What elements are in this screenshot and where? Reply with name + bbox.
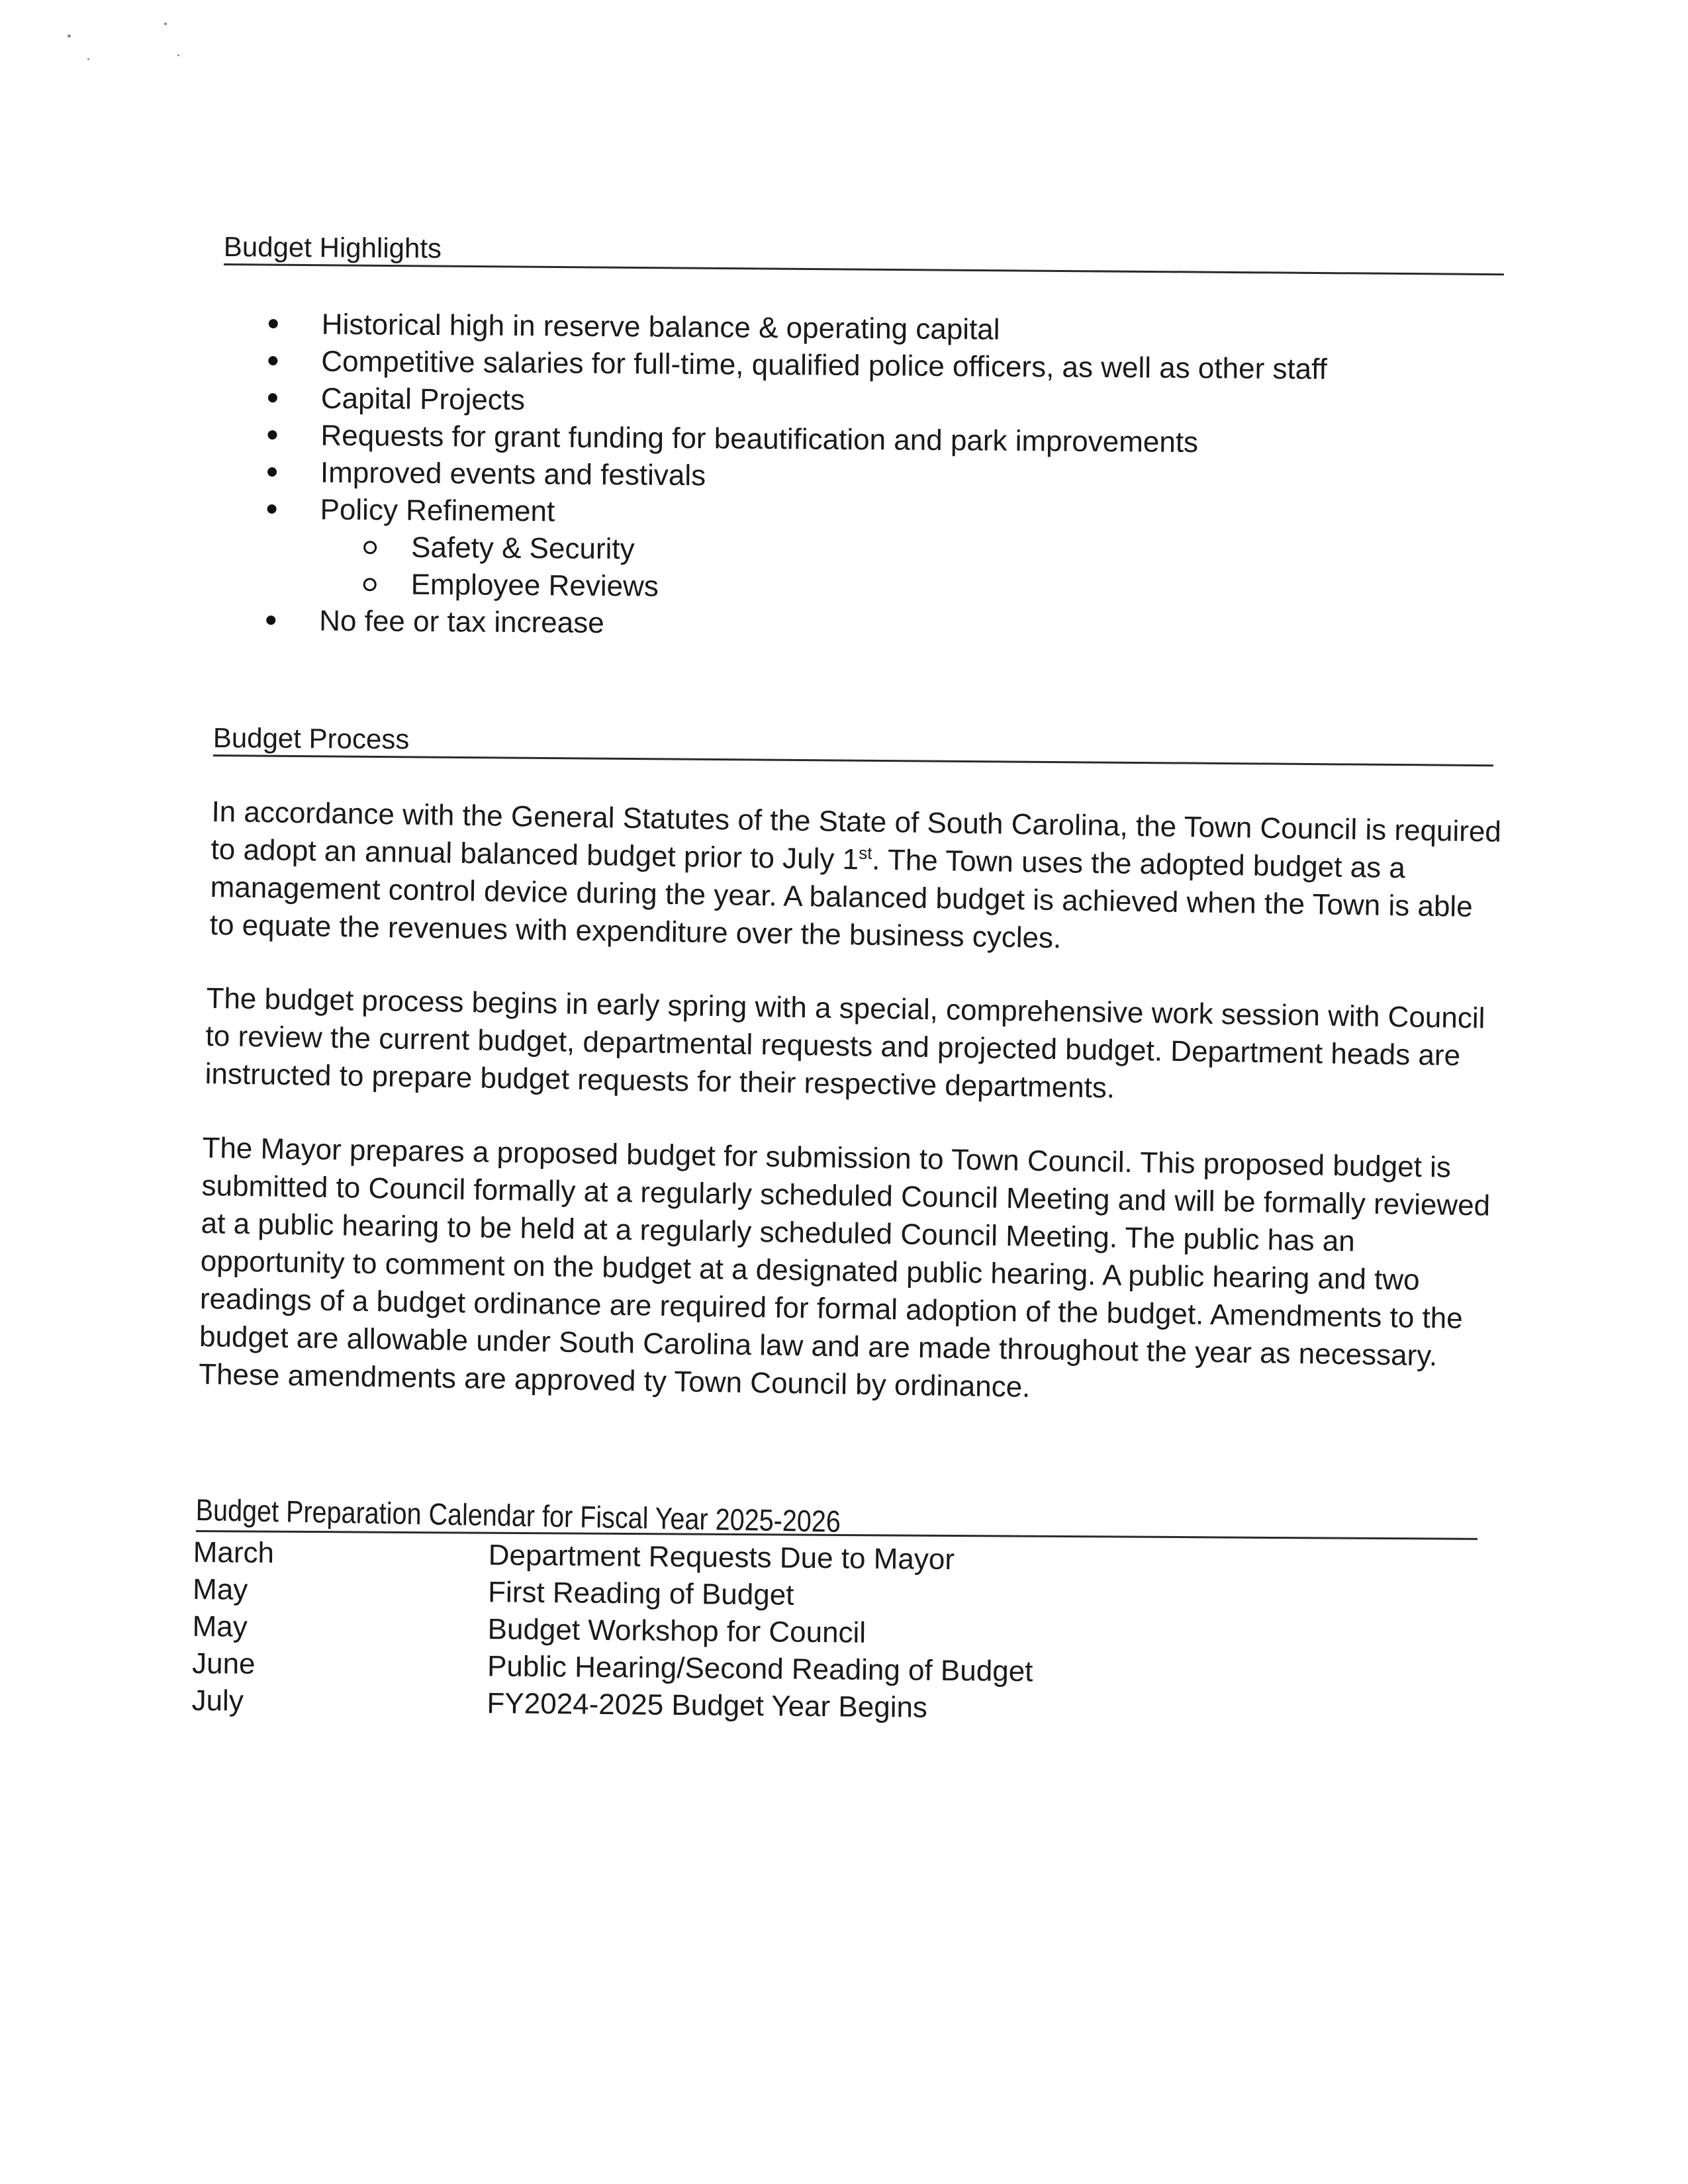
calendar-event: FY2024-2025 Budget Year Begins — [487, 1687, 928, 1724]
calendar-heading: Budget Preparation Calendar for Fiscal Year 2025-2026 — [195, 1492, 841, 1539]
calendar-event: First Reading of Budget — [487, 1576, 794, 1612]
bullet-icon — [268, 356, 277, 365]
table-row — [192, 1608, 867, 1649]
hollow-bullet-icon — [363, 578, 377, 591]
table-row — [191, 1682, 928, 1724]
scan-speck — [177, 54, 179, 56]
scan-speck — [68, 34, 71, 38]
calendar-month: June — [191, 1647, 256, 1680]
calendar-month: May — [192, 1572, 248, 1606]
sub-list-item: Employee Reviews — [262, 565, 1520, 612]
bullet-icon — [267, 430, 277, 439]
list-item: No fee or tax increase — [262, 602, 1520, 649]
bullet-icon — [267, 467, 277, 477]
list-item: Capital Projects — [264, 380, 1522, 427]
budget-process-heading: Budget Process — [212, 722, 410, 755]
calendar-month: July — [191, 1684, 244, 1717]
bullet-icon — [269, 319, 278, 328]
scan-speck — [87, 58, 89, 60]
list-item: Improved events and festivals — [263, 454, 1521, 501]
calendar-event: Public Hearing/Second Reading of Budget — [487, 1650, 1033, 1688]
highlights-heading-rule — [224, 263, 1504, 275]
table-row — [191, 1645, 1033, 1688]
hollow-bullet-icon — [363, 541, 377, 554]
scan-speck — [164, 23, 167, 25]
process-paragraph-1: In accordance with the General Statutes of the State of South Carolina, the Town Council is required to adopt an annual balanced budget prior to July 1st. The Town uses the adopted budget as a management control device during the year. A balanced budget is achieved when the Town is able to equate the revenues with expenditure over the business cycles. — [209, 795, 1502, 955]
budget-highlights-heading: Budget Highlights — [223, 231, 442, 264]
process-heading-rule — [213, 754, 1493, 766]
process-paragraph-2: The budget process begins in early spring with a special, comprehensive work session with Council to review the current budget, departmental requests and projected budget. Department heads are instructed to prepare budget requests for their respective departments. — [205, 981, 1485, 1105]
bullet-icon — [267, 504, 277, 514]
calendar-event: Department Requests Due to Mayor — [488, 1539, 955, 1576]
bullet-icon — [268, 393, 277, 402]
list-item: Policy Refinement — [263, 491, 1521, 538]
list-item: Requests for grant funding for beautification and park improvements — [263, 417, 1521, 464]
sub-list-item: Safety & Security — [263, 528, 1521, 575]
process-paragraph-3: The Mayor prepares a proposed budget for submission to Town Council. This proposed budget is submitted to Council formally at a regularly scheduled Council Meeting and will be formally reviewed at a public hearing to be held at a regularly scheduled Council Meeting. The public has an opportunity to comment on the budget at a designated public hearing. A public hearing and two readings of a budget ordinance are required for formal adoption of the budget. Amendments to the budget are allowable under South Carolina law and are made throughout the year as necessary. These amendments are approved ty Town Council by ordinance. — [198, 1131, 1491, 1404]
calendar-table — [191, 1534, 1033, 1724]
bullet-icon — [266, 615, 275, 625]
highlights-list — [262, 306, 1523, 649]
calendar-month: March — [193, 1535, 275, 1570]
list-item: Competitive salaries for full-time, qualified police officers, as well as other staff — [264, 343, 1522, 390]
calendar-month: May — [192, 1610, 248, 1643]
list-item: Historical high in reserve balance & operating capital — [265, 306, 1523, 353]
calendar-event: Budget Workshop for Council — [487, 1613, 867, 1649]
